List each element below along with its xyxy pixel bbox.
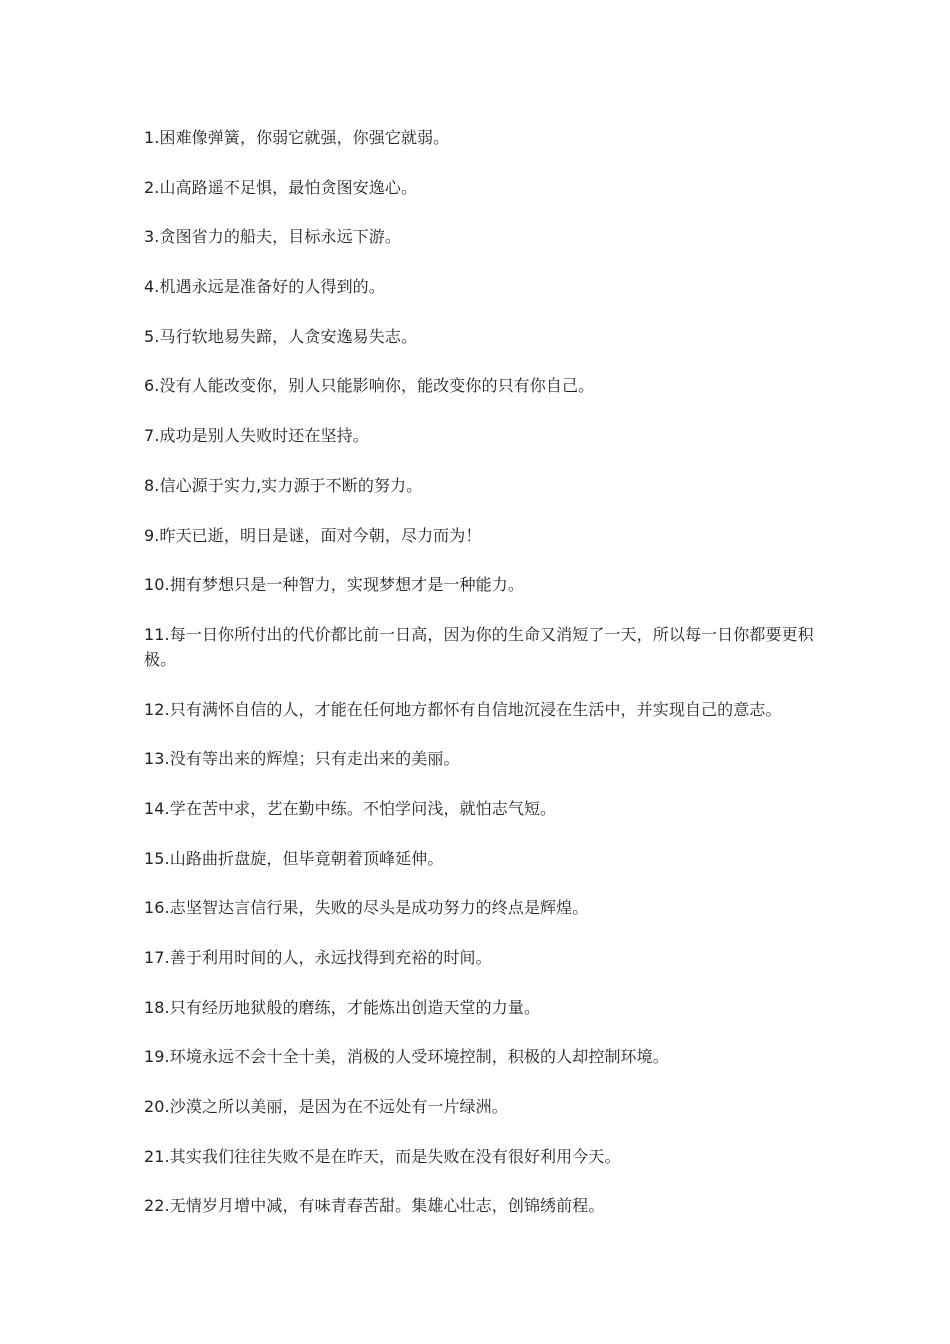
- quote-17: 17.善于利用时间的人，永远找得到充裕的时间。: [144, 948, 492, 967]
- quote-11: 11.每一日你所付出的代价都比前一日高，因为你的生命又消短了一天，所以每一日你都要更积极。: [144, 624, 814, 669]
- quote-20: 20.沙漠之所以美丽，是因为在不远处有一片绿洲。: [144, 1097, 508, 1117]
- quote-14: 14.学在苦中求，艺在勤中练。不怕学问浅，就怕志气短。: [144, 798, 557, 818]
- quote-list: [144, 125, 814, 1243]
- quote-4: 4.机遇永远是准备好的人得到的。: [144, 277, 385, 297]
- quote-1: 1.困难像弹簧，你弱它就强，你强它就弱。: [144, 128, 450, 147]
- quote-21: 21.其实我们往往失败不是在昨天，而是失败在没有很好利用今天。: [144, 1146, 621, 1166]
- quote-2: 2.山高路遥不足惧，最怕贪图安逸心。: [144, 177, 418, 197]
- quote-3: 3.贪图省力的船夫，目标永远下游。: [144, 227, 401, 247]
- quote-7: 7.成功是别人失败时还在坚持。: [144, 426, 369, 446]
- quote-8: 8.信心源于实力,实力源于不断的努力。: [144, 475, 423, 495]
- quote-13: 13.没有等出来的辉煌；只有走出来的美丽。: [144, 749, 460, 769]
- quote-16: 16.志坚智达言信行果，失败的尽头是成功努力的终点是辉煌。: [144, 898, 589, 918]
- quote-18: 18.只有经历地狱般的磨练，才能炼出创造天堂的力量。: [144, 997, 541, 1017]
- quote-22: 22.无情岁月增中减，有味青春苦甜。集雄心壮志，创锦绣前程。: [144, 1196, 605, 1216]
- quote-6: 6.没有人能改变你，别人只能影响你，能改变你的只有你自己。: [144, 376, 595, 396]
- quote-5: 5.马行软地易失蹄，人贪安逸易失志。: [144, 326, 418, 346]
- quote-9: 9.昨天已逝，明日是谜，面对今朝，尽力而为！: [144, 525, 482, 545]
- quote-19: 19.环境永远不会十全十美，消极的人受环境控制，积极的人却控制环境。: [144, 1047, 669, 1067]
- quote-15: 15.山路曲折盘旋，但毕竟朝着顶峰延伸。: [144, 848, 444, 868]
- quote-10: 10.拥有梦想只是一种智力，实现梦想才是一种能力。: [144, 575, 524, 595]
- quote-12: 12.只有满怀自信的人，才能在任何地方都怀有自信地沉浸在生活中，并实现自己的意志。: [144, 699, 782, 719]
